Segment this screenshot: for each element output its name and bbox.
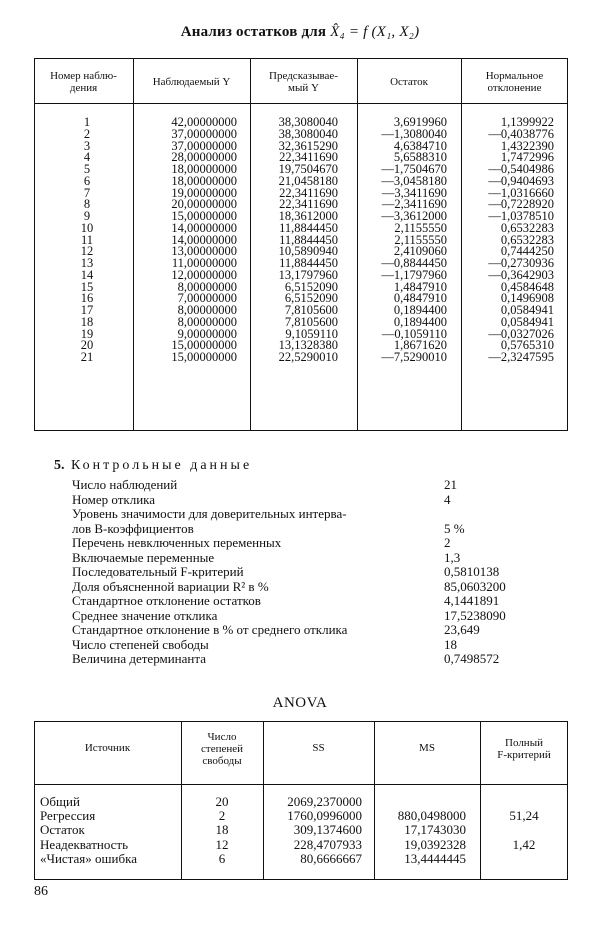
col-predicted-cell: 18,3612000 [278,209,338,223]
header-normal: Нормальное отклонение [485,70,544,94]
col-normal-cell: 0,6532283 [500,232,554,247]
col-normal-cell: —2,3247595 [488,350,554,364]
anova-col-ss [265,795,362,866]
header-residual: Остаток [390,76,428,88]
col-normal-cell: —0,9404693 [488,173,554,188]
col-observed-cell: 42,00000000 [171,115,237,129]
control-values-cell: 17,5238090 [444,607,506,623]
col-observed-cell: 7,00000000 [177,291,237,306]
title-text: Анализ остатков для [180,24,327,40]
col-obs-cell: 9 [83,209,91,223]
col-residual-cell: 2,1155550 [394,220,447,235]
residuals-col-divider [461,58,462,431]
anova-col-f-cell [480,823,568,837]
control-labels-cell: лов B-коэффициентов [72,520,194,536]
header-predicted: Предсказывае- мый Y [269,70,338,94]
col-predicted-cell: 19,7504670 [278,162,338,176]
col-normal-cell: 1,1399922 [500,115,554,129]
control-labels [72,478,347,667]
control-labels-cell: Среднее значение отклика [72,607,218,623]
anova-col-source-cell: «Чистая» ошибка [40,850,137,866]
col-normal-cell: 0,0584941 [500,314,554,329]
residuals-table-title [0,24,600,41]
col-predicted-cell: 7,8105600 [284,314,338,329]
anova-col-ms-cell: 17,1743030 [404,822,466,838]
anova-col-ms [376,795,466,866]
anova-header-f: Полный F-критерий [497,737,551,761]
col-normal-cell: 1,4322390 [500,138,554,153]
col-normal-cell: 0,6532283 [500,220,554,235]
col-obs-cell: 19 [80,326,94,341]
col-obs-cell: 15 [80,279,94,294]
col-observed-cell: 37,00000000 [171,138,237,153]
col-observed-cell: 8,00000000 [177,303,237,317]
col-predicted-cell: 22,5290010 [278,350,338,364]
col-predicted-cell: 7,8105600 [284,303,338,317]
anova-col-ms-cell: 13,4444445 [404,850,466,866]
control-values-cell [444,507,506,522]
col-obs-cell: 12 [80,244,94,259]
col-predicted-cell: 9,1059110 [285,326,338,341]
anova-header-source: Источник [84,742,131,754]
anova-col-df-cell: 12 [215,836,229,852]
anova-title: ANOVA [272,695,328,711]
col-observed-cell: 12,00000000 [171,267,237,282]
col-obs-cell: 8 [83,197,91,212]
anova-header-ms: MS [419,742,435,754]
col-observed-cell: 9,00000000 [177,326,237,341]
col-obs-cell: 11 [80,232,94,247]
col-predicted-cell: 13,1797960 [278,267,338,282]
col-observed-cell: 18,00000000 [171,173,237,188]
anova-col-ms-cell: 19,0392328 [404,836,466,852]
anova-header-rule [34,784,568,785]
col-normal-cell: 0,5765310 [500,338,554,353]
col-observed-cell: 13,00000000 [171,244,237,259]
control-labels-cell: Номер отклика [72,491,156,507]
col-normal-cell: —0,7228920 [488,197,554,212]
control-labels-cell: Уровень значимости для доверительных интерва- [72,506,347,521]
col-obs-cell: 1 [83,115,91,129]
col-observed-cell: 28,00000000 [171,150,237,165]
col-obs-cell: 10 [80,220,94,235]
col-normal-cell: —0,5404986 [488,162,554,176]
col-residual-cell: 1,4847910 [393,279,447,294]
control-labels-cell: Перечень невключенных переменных [72,535,282,550]
control-labels-cell: Последовательный F-критерий [72,564,244,579]
col-predicted-cell: 21,0458180 [278,173,338,188]
col-residual-cell: 0,4847910 [393,291,447,306]
col-obs-cell: 21 [80,350,94,364]
col-residual-cell: 2,1155550 [394,232,447,247]
col-observed-cell: 18,00000000 [171,162,237,176]
col-predicted-cell: 22,3411690 [279,185,338,200]
col-normal-cell: 0,7444250 [500,244,554,259]
control-values-cell: 4,1441891 [444,593,500,608]
col-normal [464,117,554,364]
col-normal-cell: —0,4038776 [488,126,554,141]
col-observed-cell: 8,00000000 [177,279,237,294]
anova-header-ss: SS [312,742,325,754]
anova-col-f-cell [480,795,568,809]
page-number: 86 [34,884,48,899]
anova-col-ss-cell: 80,6666667 [300,850,362,866]
col-residual-cell: —1,3080040 [381,126,447,141]
col-obs-cell: 3 [83,138,91,153]
col-obs-cell: 17 [80,303,94,317]
control-labels-cell: Число наблюдений [72,477,178,492]
control-values-cell: 21 [444,477,457,492]
col-obs [70,117,104,364]
section-heading [54,458,252,474]
col-obs-cell: 5 [83,162,91,176]
anova-col-ss-cell: 1760,0996000 [287,808,362,824]
anova-col-source [40,795,180,866]
col-predicted-cell: 13,1328380 [278,338,338,353]
col-normal-cell: 0,1496908 [500,291,554,306]
col-obs-cell: 4 [83,150,91,165]
section-number: 5. [54,458,65,473]
col-obs-cell: 13 [80,256,94,270]
control-values-cell: 23,649 [444,622,480,637]
col-observed-cell: 11,00000000 [171,256,237,270]
control-labels-cell: Включаемые переменные [72,549,215,565]
col-normal-cell: 0,0584941 [500,303,554,317]
col-residual-cell: —7,5290010 [381,350,447,364]
col-obs-cell: 20 [80,338,94,353]
col-observed-cell: 20,00000000 [171,197,237,212]
anova-col-f [480,795,568,866]
col-obs-cell: 14 [80,267,94,282]
col-normal-cell: —0,3642903 [488,267,554,282]
col-predicted-cell: 22,3411690 [279,150,338,165]
col-observed-cell: 15,00000000 [171,350,237,364]
col-predicted-cell: 38,3080040 [278,115,338,129]
col-observed-cell: 14,00000000 [171,232,237,247]
control-values-cell: 0,7498572 [444,651,500,666]
col-obs-cell: 2 [83,126,91,141]
anova-col-ss-cell: 228,4707933 [293,836,362,852]
col-residual-cell: —3,3411690 [381,185,447,200]
col-predicted-cell: 6,5152090 [284,279,338,294]
anova-col-df-cell: 18 [215,822,229,838]
col-normal-cell: —1,0378510 [488,209,554,223]
control-values-cell: 4 [444,491,451,507]
col-predicted-cell: 22,3411690 [279,197,338,212]
anova-col-ss-cell: 2069,2370000 [287,794,362,809]
title-formula: X̂₄ = f (X₁, X₂) [330,24,420,40]
control-values-cell: 0,5810138 [444,564,500,579]
header-obs: Номер наблю- дения [50,70,117,94]
anova-col-df-cell: 6 [218,850,226,866]
anova-col-df-cell: 20 [215,794,229,809]
section-title: Контрольные данные [71,458,253,473]
anova-col-f-cell [480,852,568,866]
col-normal-cell: 1,7472996 [500,150,554,165]
control-labels-cell: Число степеней свободы [72,636,209,652]
col-residual-cell: —0,1059110 [381,326,447,341]
col-normal-cell: —0,2730936 [488,256,554,270]
anova-col-df-cell: 2 [218,808,226,824]
col-normal-cell: —1,0316660 [488,185,554,200]
col-residual-cell: 4,6384710 [393,138,447,153]
col-predicted-cell: 10,5890940 [278,244,338,259]
control-labels-cell: Величина детерминанта [72,651,206,666]
col-residual-cell: —1,1797960 [381,267,447,282]
residuals-col-divider [357,58,358,431]
col-residual [360,117,447,364]
anova-header-df: Число степеней свободы [201,731,243,767]
anova-col-df [181,795,263,866]
anova-col-source-cell: Неадекватность [40,836,129,852]
col-residual-cell: —0,8844450 [381,256,447,270]
col-normal-cell: —0,0327026 [488,326,554,341]
residuals-header-rule [34,103,568,104]
anova-col-ss-cell: 309,1374600 [293,822,362,838]
control-labels-cell: Доля объясненной вариации R² в % [72,578,269,594]
col-residual-cell: —1,7504670 [381,162,447,176]
col-obs-cell: 7 [83,185,91,200]
control-values-cell: 2 [444,535,451,550]
anova-col-f-cell: 51,24 [509,808,539,824]
anova-col-source-cell: Остаток [40,822,85,838]
anova-col-source-cell: Регрессия [40,808,96,824]
col-observed-cell: 19,00000000 [171,185,237,200]
col-residual-cell: 2,4109060 [393,244,447,259]
col-predicted-cell: 38,3080040 [278,126,338,141]
col-observed-cell: 15,00000000 [171,338,237,353]
control-values-cell: 1,3 [444,549,461,565]
col-residual-cell: 1,8671620 [393,338,447,353]
header-observed: Наблюдаемый Y [152,76,231,88]
col-residual-cell: 0,1894400 [393,314,447,329]
control-values-cell: 5 % [444,520,465,536]
residuals-col-divider [250,58,251,431]
col-residual-cell: 3,6919960 [393,115,447,129]
col-obs-cell: 18 [80,314,94,329]
col-observed [136,117,237,364]
col-residual-cell: 0,1894400 [393,303,447,317]
col-predicted-cell: 11,8844450 [279,232,338,247]
anova-col-source-cell: Общий [40,794,80,809]
col-predicted-cell: 11,8844450 [279,220,338,235]
col-residual-cell: —3,3612000 [381,209,447,223]
col-predicted-cell: 32,3615290 [278,138,338,153]
control-labels-cell: Стандартное отклонение остатков [72,593,261,608]
control-values-cell: 18 [444,636,457,652]
col-predicted-cell: 6,5152090 [284,291,338,306]
col-observed-cell: 15,00000000 [171,209,237,223]
col-normal-cell: 0,4584648 [500,279,554,294]
col-observed-cell: 14,00000000 [171,220,237,235]
col-residual-cell: 5,6588310 [393,150,447,165]
control-values-cell: 85,0603200 [444,578,506,594]
col-predicted [253,117,338,364]
col-obs-cell: 16 [80,291,94,306]
col-observed-cell: 8,00000000 [177,314,237,329]
anova-col-f-cell: 1,42 [512,836,536,852]
col-residual-cell: —2,3411690 [381,197,447,212]
residuals-col-divider [133,58,134,431]
col-obs-cell: 6 [83,173,91,188]
anova-col-ms-cell: 880,0498000 [397,808,466,824]
col-observed-cell: 37,00000000 [171,126,237,141]
control-values [444,478,506,667]
col-residual-cell: —3,0458180 [381,173,447,188]
col-predicted-cell: 11,8844450 [279,256,338,270]
control-labels-cell: Стандартное отклонение в % от среднего отклика [72,622,348,637]
anova-col-ms-cell [376,795,466,809]
